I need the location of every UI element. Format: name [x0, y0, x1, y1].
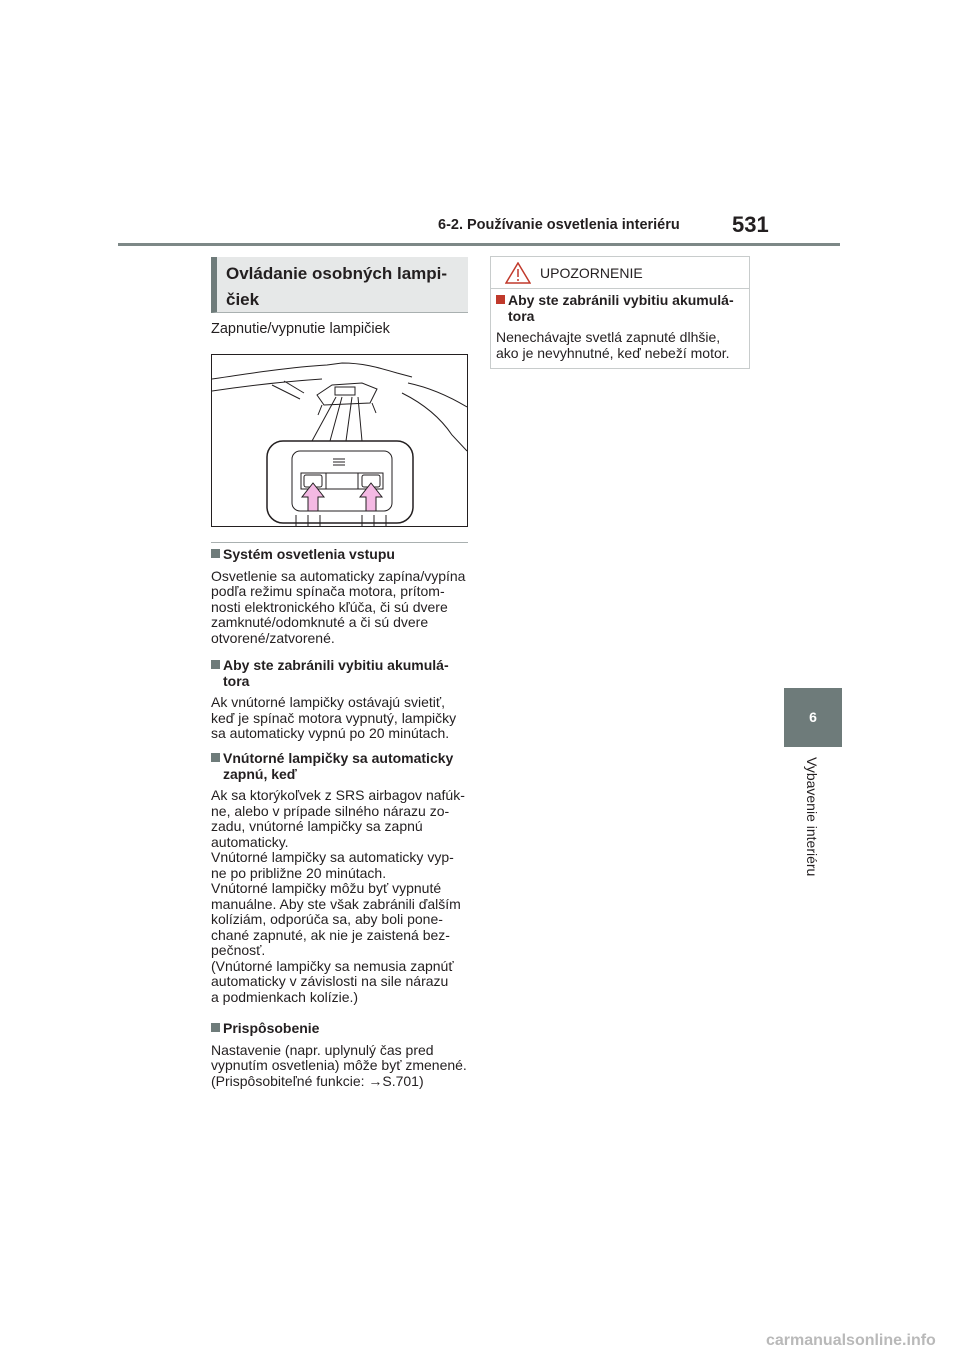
info-block-auto-on [211, 751, 473, 1005]
warning-label: UPOZORNENIE [540, 265, 643, 281]
warning-body-line: ako je nevyhnutné, keď nebeží motor. [496, 344, 730, 361]
warning-header [491, 257, 749, 289]
page-number: 531 [732, 212, 769, 237]
body-line: automaticky. [211, 833, 289, 850]
body-line: keď je spínač motora vypnutý, lampičky [211, 709, 457, 726]
overhead-console-illustration [212, 355, 467, 526]
bullet-square-icon [211, 549, 220, 558]
body-line: vypnutím osvetlenia) môže byť zmenené. [211, 1057, 467, 1073]
info-heading: Vnútorné lampičky sa automaticky zapnú, keď [211, 751, 473, 782]
body-line: nosti elektronického kľúča, či sú dvere [211, 598, 448, 615]
body-line: ne, alebo v prípade silného nárazu zo- [211, 802, 450, 819]
warning-body-line: Nenechávajte svetlá zapnuté dlhšie, [496, 329, 721, 345]
bullet-square-icon [211, 753, 220, 762]
body-line: zadu, vnútorné lampičky sa zapnú [211, 818, 423, 834]
body-line: kolíziám, odporúča sa, aby boli pone- [211, 911, 443, 927]
body-line: podľa režimu spínača motora, prítom- [211, 583, 445, 599]
body-line: pečnosť. [211, 942, 266, 958]
divider [211, 542, 468, 543]
body-line: zamknuté/odomknuté a či sú dvere [211, 614, 429, 630]
chapter-label [784, 757, 842, 897]
body-line: Ak vnútorné lampičky ostávajú svietiť, [211, 694, 446, 710]
info-body [211, 569, 473, 647]
header-section-title: 6-2. Používanie osvetlenia interiéru [438, 217, 680, 233]
warning-box [490, 256, 750, 369]
warning-heading: Aby ste zabránili vybitiu akumulá- tora [496, 293, 746, 324]
body-line: automaticky v závislosti na sile nárazu [211, 973, 449, 989]
illustration-caption: Zapnutie/vypnutie lampičiek [211, 321, 390, 337]
section-heading [211, 257, 468, 313]
chapter-tab: 6 [784, 688, 842, 747]
body-line: manuálne. Aby ste však zabránili ďalším [211, 895, 461, 912]
body-line: ne po približne 20 minútach. [211, 864, 387, 881]
body-line: sa automaticky vypnú po 20 minútach. [211, 725, 450, 741]
body-line: (Vnútorné lampičky sa nemusia zapnúť [211, 957, 454, 974]
info-body [211, 695, 473, 742]
body-line: Vnútorné lampičky sa automaticky vyp- [211, 849, 454, 865]
info-heading: Systém osvetlenia vstupu [211, 547, 473, 563]
bullet-square-icon [211, 1023, 220, 1032]
body-line: Vnútorné lampičky môžu byť vypnuté [211, 880, 442, 896]
header-rule [118, 243, 840, 246]
info-heading: Aby ste zabránili vybitiu akumulá- tora [211, 658, 473, 689]
bullet-square-icon [496, 295, 505, 304]
body-line: Ak sa ktorýkoľvek z SRS airbagov nafúk- [211, 787, 465, 803]
illustration [211, 354, 468, 527]
section-heading-line-1: Ovládanie osobných lampi- [226, 264, 448, 283]
section-heading-text [226, 261, 447, 313]
body-line: Nastavenie (napr. uplynulý čas pred [211, 1041, 434, 1058]
body-line: otvorené/zatvorené. [211, 629, 335, 646]
chapter-label-text: Vybavenie interiéru [804, 757, 820, 877]
warning-body [496, 293, 746, 361]
body-line: (Prispôsobiteľné funkcie: →S.701) [211, 1072, 424, 1089]
bullet-square-icon [211, 660, 220, 669]
warning-triangle-icon [505, 262, 531, 284]
body-line: chané zapnuté, ak nie je zaistená bez- [211, 926, 450, 943]
info-heading: Prispôsobenie [211, 1021, 473, 1037]
watermark: carmanualsonline.info [766, 1332, 936, 1349]
info-body [211, 788, 473, 1005]
body-line: Osvetlenie sa automaticky zapína/vypína [211, 567, 466, 584]
info-block-battery [211, 658, 473, 742]
info-block-customization [211, 1021, 473, 1089]
section-heading-line-2: čiek [226, 290, 260, 309]
body-line: a podmienkach kolízie.) [211, 988, 359, 1005]
info-block-entry-lighting [211, 547, 473, 646]
info-body [211, 1043, 473, 1090]
